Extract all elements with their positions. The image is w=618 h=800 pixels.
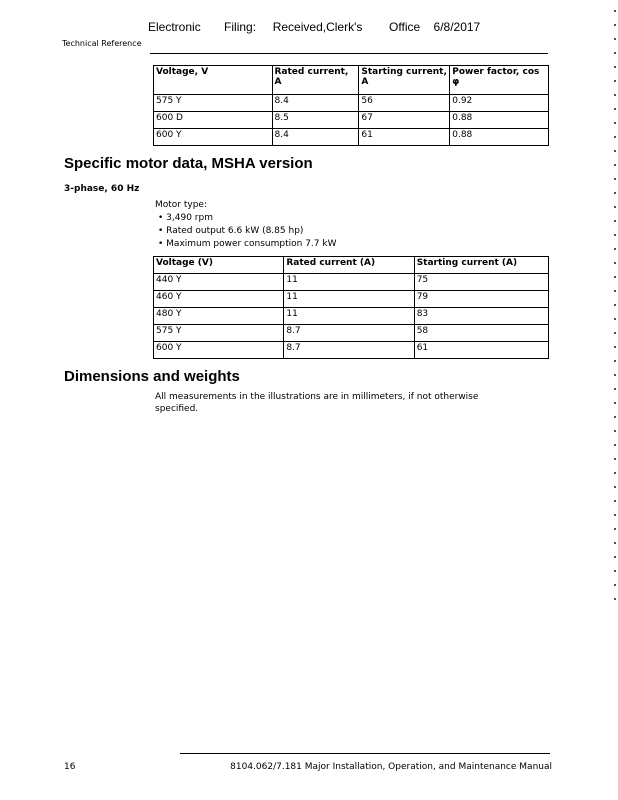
table-cell: 11 xyxy=(284,274,414,291)
section-subtitle: 3-phase, 60 Hz xyxy=(64,184,140,194)
footer-rule xyxy=(180,753,550,754)
table-row xyxy=(154,308,549,325)
table-cell: 11 xyxy=(284,308,414,325)
running-header: Technical Reference xyxy=(62,39,142,48)
table-cell: 8.5 xyxy=(272,112,359,129)
table-cell: 0.88 xyxy=(450,112,549,129)
table-cell: 8.4 xyxy=(272,95,359,112)
motor-spec-list xyxy=(158,212,336,251)
stamp-received: Received,Clerk's xyxy=(272,20,363,34)
table-row xyxy=(154,129,549,146)
table-cell: 8.4 xyxy=(272,129,359,146)
column-header: Rated current (A) xyxy=(284,257,414,274)
section-title-msha: Specific motor data, MSHA version xyxy=(64,155,313,172)
motor-data-table-2 xyxy=(153,256,549,359)
footer-doc-title: 8104.062/7.181 Major Installation, Operation, and Maintenance Manual xyxy=(230,762,552,772)
table-cell: 480 Y xyxy=(154,308,284,325)
table-cell: 600 Y xyxy=(154,129,273,146)
stamp-date: 6/8/2017 xyxy=(433,20,481,34)
table-row xyxy=(154,291,549,308)
table-cell: 75 xyxy=(414,274,548,291)
table-cell: 67 xyxy=(359,112,450,129)
stamp-electronic: Electronic xyxy=(148,20,201,34)
filing-stamp xyxy=(148,20,480,34)
page-number: 16 xyxy=(64,762,76,772)
table-cell: 575 Y xyxy=(154,95,273,112)
table-cell: 0.92 xyxy=(450,95,549,112)
table-cell: 79 xyxy=(414,291,548,308)
table-cell: 440 Y xyxy=(154,274,284,291)
table-cell: 61 xyxy=(414,342,548,359)
list-item: • 3,490 rpm xyxy=(158,212,336,225)
table-cell: 8.7 xyxy=(284,342,414,359)
list-item: • Rated output 6.6 kW (8.85 hp) xyxy=(158,225,336,238)
table-cell: 460 Y xyxy=(154,291,284,308)
motor-data-table-1 xyxy=(153,65,549,146)
stamp-office: Office xyxy=(389,20,421,34)
column-header: Starting current (A) xyxy=(414,257,548,274)
table-header-row xyxy=(154,257,549,274)
table-header-row xyxy=(154,66,549,95)
table-row xyxy=(154,274,549,291)
table-cell: 56 xyxy=(359,95,450,112)
table-cell: 0.88 xyxy=(450,129,549,146)
section-title-dimensions: Dimensions and weights xyxy=(64,368,240,385)
table-cell: 61 xyxy=(359,129,450,146)
scan-edge-marks xyxy=(614,10,616,600)
stamp-filing: Filing: xyxy=(224,20,257,34)
table-cell: 8.7 xyxy=(284,325,414,342)
column-header: Voltage, V xyxy=(154,66,273,95)
column-header: Power factor, cos φ xyxy=(450,66,549,95)
motor-type-label: Motor type: xyxy=(155,200,208,210)
table-cell: 11 xyxy=(284,291,414,308)
table-cell: 83 xyxy=(414,308,548,325)
table-cell: 58 xyxy=(414,325,548,342)
column-header: Starting current, A xyxy=(359,66,450,95)
header-rule xyxy=(150,53,548,54)
dimensions-note: All measurements in the illustrations are in millimeters, if not otherwise specified. xyxy=(155,392,479,414)
column-header: Rated current, A xyxy=(272,66,359,95)
table-cell: 600 D xyxy=(154,112,273,129)
table-cell: 575 Y xyxy=(154,325,284,342)
list-item: • Maximum power consumption 7.7 kW xyxy=(158,238,336,251)
table-row xyxy=(154,112,549,129)
table-row xyxy=(154,95,549,112)
column-header: Voltage (V) xyxy=(154,257,284,274)
table-cell: 600 Y xyxy=(154,342,284,359)
table-row xyxy=(154,325,549,342)
table-row xyxy=(154,342,549,359)
